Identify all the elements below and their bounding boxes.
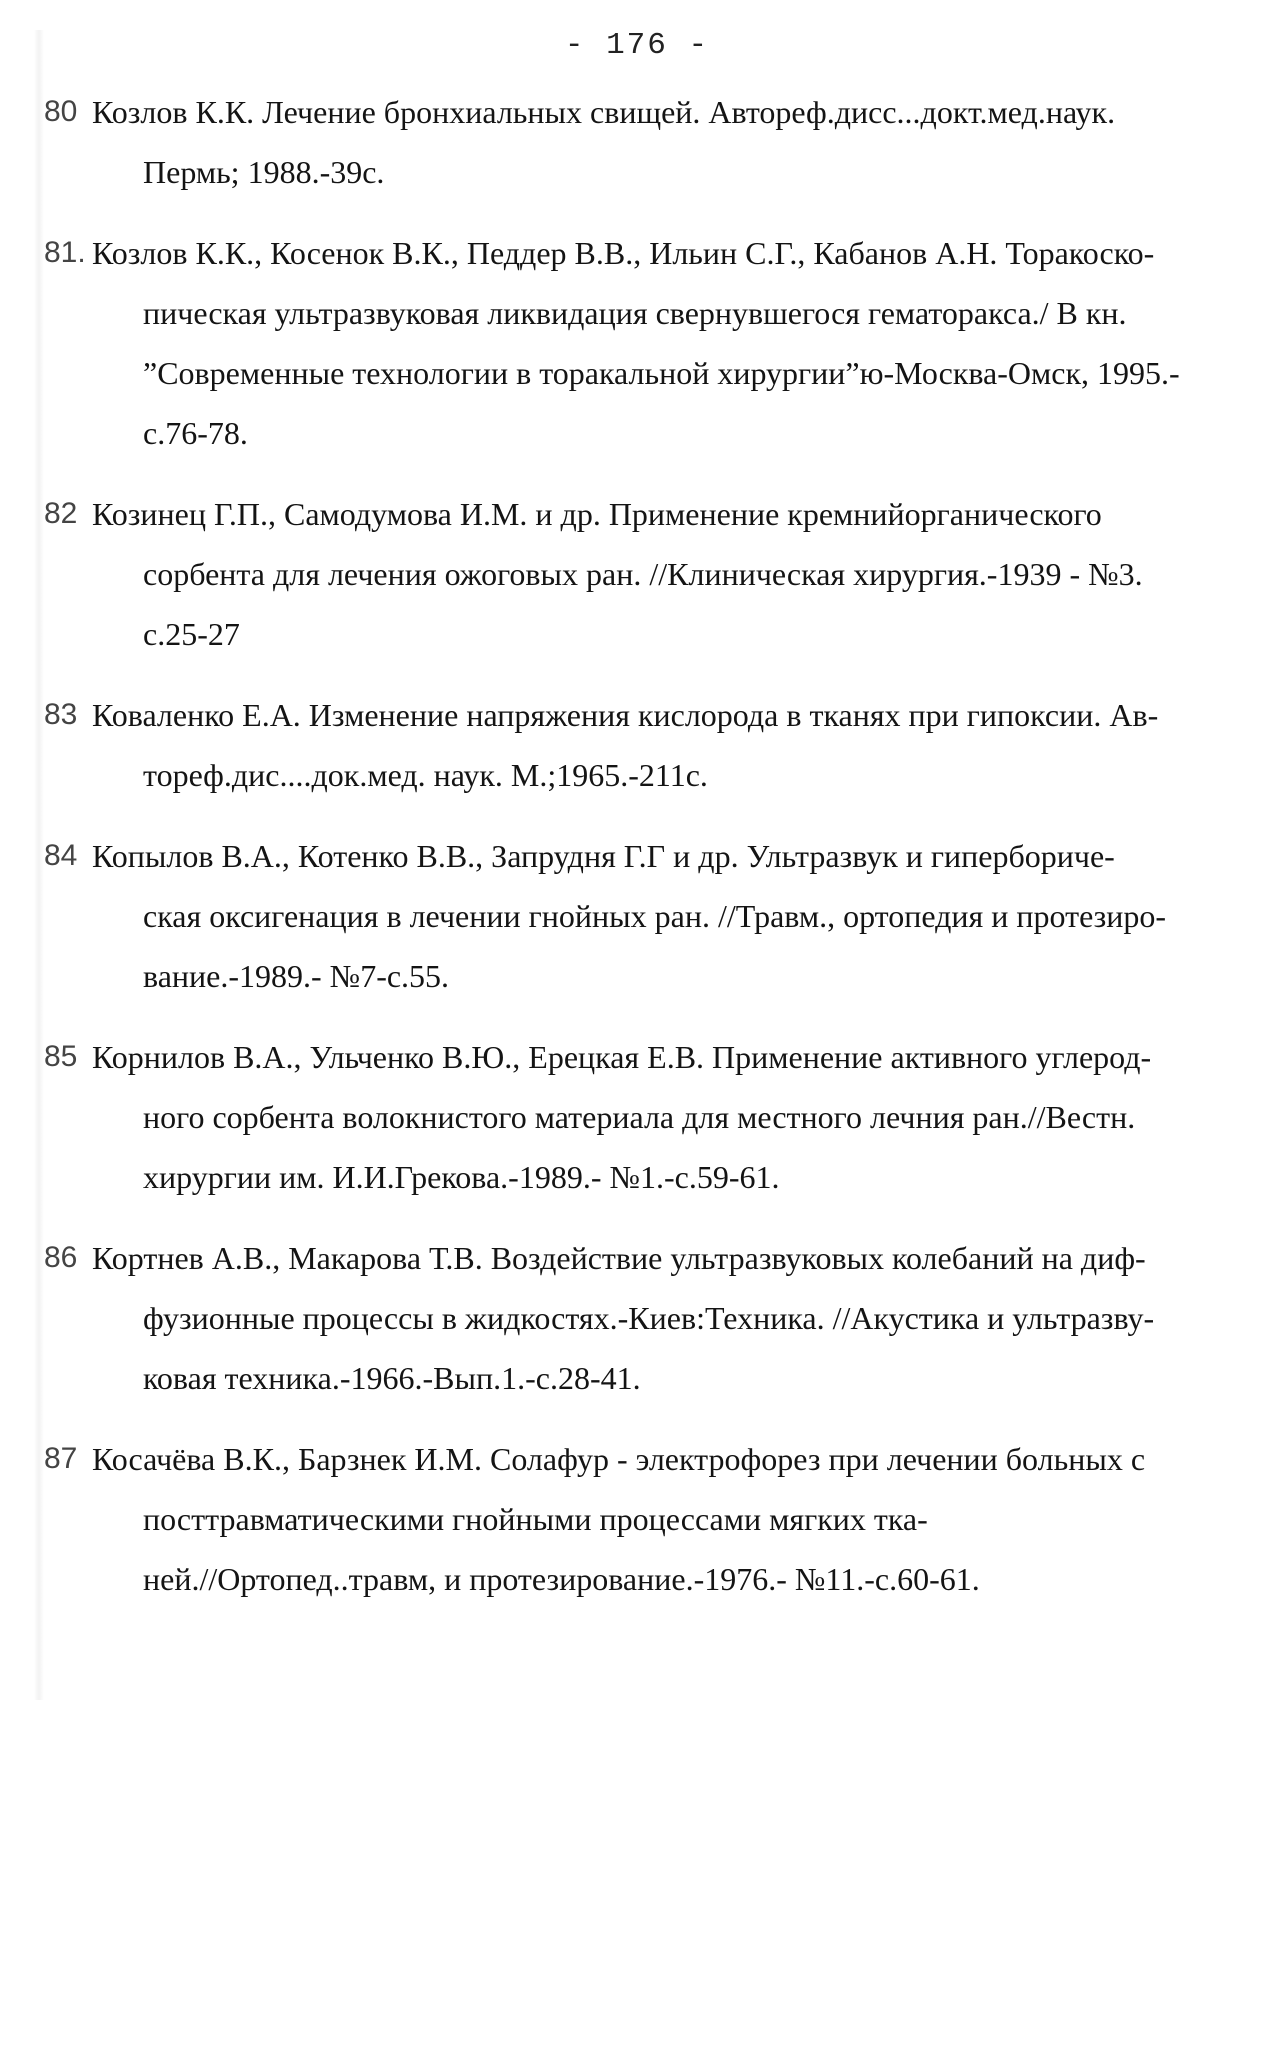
reference-list [0, 82, 1274, 1630]
reference-item [0, 826, 1274, 1006]
reference-text-line: Коваленко Е.А. Изменение напряжения кислорода в тканях при гипоксии. Ав- [92, 697, 1159, 733]
reference-text-line: ковая техника.-1966.-Вып.1.-с.28-41. [143, 1360, 641, 1396]
reference-text-line: Козлов К.К., Косенок В.К., Педдер В.В., Ильин С.Г., Кабанов А.Н. Торакоско- [92, 235, 1155, 271]
reference-text-line: с.76-78. [143, 415, 248, 451]
reference-number: 83 [44, 698, 78, 731]
reference-number: 85 [44, 1040, 78, 1073]
reference-text-line: Пермь; 1988.-39с. [143, 154, 385, 190]
reference-text-line: ”Современные технологии в торакальной хирургии”ю-Москва-Омск, 1995.- [143, 355, 1180, 391]
reference-number: 86 [44, 1241, 78, 1274]
reference-item [0, 1429, 1274, 1609]
reference-text-line: Козлов К.К. Лечение бронхиальных свищей. Автореф.дисс...докт.мед.наук. [92, 94, 1116, 130]
reference-text-line: сорбента для лечения ожоговых ран. //Клиническая хирургия.-1939 - №3. [143, 556, 1143, 592]
reference-number: 87 [44, 1442, 78, 1475]
reference-number: 80 [44, 95, 78, 128]
reference-text-line: Копылов В.А., Котенко В.В., Запрудня Г.Г и др. Ультразвук и гипербориче- [92, 838, 1115, 874]
reference-item [0, 82, 1274, 202]
reference-text-line: Кортнев А.В., Макарова Т.В. Воздействие ультразвуковых колебаний на диф- [92, 1240, 1146, 1276]
reference-text-line: Корнилов В.А., Ульченко В.Ю., Ерецкая Е.В. Применение активного углерод- [92, 1039, 1152, 1075]
reference-item [0, 685, 1274, 805]
reference-number: 84 [44, 839, 78, 872]
reference-text-line: с.25-27 [143, 616, 240, 652]
page-number: - 176 - [564, 28, 710, 63]
reference-item [0, 1027, 1274, 1207]
reference-text-line: хирургии им. И.И.Грекова.-1989.- №1.-с.59-61. [143, 1159, 780, 1195]
reference-text-line: пическая ультразвуковая ликвидация свернувшегося гематоракса./ В кн. [143, 295, 1127, 331]
reference-item [0, 1228, 1274, 1408]
reference-text-line: ская оксигенация в лечении гнойных ран. //Травм., ортопедия и протезиро- [143, 898, 1167, 934]
reference-text-line: посттравматическими гнойными процессами мягких тка- [143, 1501, 928, 1537]
reference-text-line: тореф.дис....док.мед. наук. М.;1965.-211с. [143, 757, 708, 793]
reference-text-line: Косачёва В.К., Барзнек И.М. Солафур - электрофорез при лечении больных с [92, 1441, 1146, 1477]
reference-text-line: Козинец Г.П., Самодумова И.М. и др. Применение кремнийорганического [92, 496, 1102, 532]
reference-text-line: ней.//Ортопед..травм, и протезирование.-1976.- №11.-с.60-61. [143, 1561, 980, 1597]
reference-item [0, 223, 1274, 463]
reference-text-line: фузионные процессы в жидкостях.-Киев:Техника. //Акустика и ультразву- [143, 1300, 1155, 1336]
reference-text-line: ного сорбента волокнистого материала для местного лечния ран.//Вестн. [143, 1099, 1136, 1135]
reference-item [0, 484, 1274, 664]
reference-number: 82 [44, 497, 78, 530]
reference-text-line: вание.-1989.- №7-с.55. [143, 958, 450, 994]
reference-number: 81. [44, 236, 86, 269]
